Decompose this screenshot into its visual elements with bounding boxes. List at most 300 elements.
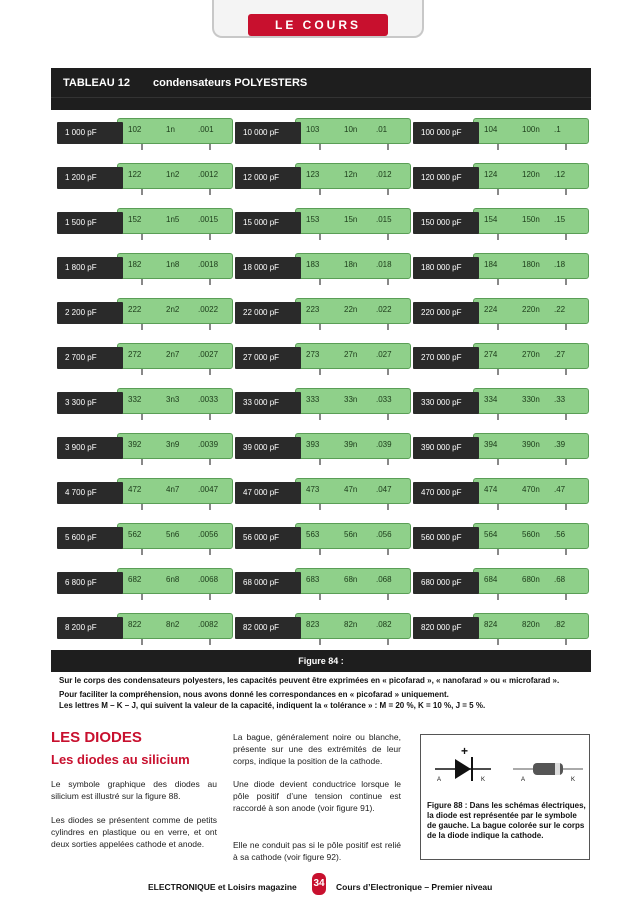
figure-88-caption: Figure 88 : Dans les schémas électriques, la diode est représentée par le symbole de gauche. La bague colorée sur le corps de la diode indique la cathode.	[427, 801, 586, 840]
capacitor-cell	[57, 253, 235, 281]
capacitor-lead	[387, 594, 389, 600]
capacitance-label: 820 000 pF	[413, 617, 479, 639]
nano-value: 5n6	[166, 530, 180, 539]
capacitor-body	[295, 523, 411, 549]
micro-value: .1	[554, 125, 561, 134]
capacitor-lead	[497, 189, 499, 195]
nano-value: 68n	[344, 575, 358, 584]
nano-value: 330n	[522, 395, 540, 404]
capacitance-label: 47 000 pF	[235, 482, 301, 504]
table-row	[51, 200, 591, 244]
section-heading: LES DIODES	[51, 729, 142, 746]
micro-value: .27	[554, 350, 566, 359]
capacitor-lead	[497, 369, 499, 375]
capacitance-label: 330 000 pF	[413, 392, 479, 414]
paragraph: La bague, généralement noire ou blanche, présente sur une des extrémités de leur corps, indique la position de la cathode.	[233, 732, 401, 766]
nano-value: 150n	[522, 215, 540, 224]
micro-value: .15	[554, 215, 566, 224]
nano-value: 560n	[522, 530, 540, 539]
table-row	[51, 245, 591, 289]
capacitance-label: 270 000 pF	[413, 347, 479, 369]
capacitor-body	[117, 118, 233, 144]
code-value: 273	[306, 350, 320, 359]
code-value: 334	[484, 395, 498, 404]
capacitor-lead	[319, 369, 321, 375]
capacitor-lead	[565, 414, 567, 420]
nano-value: 390n	[522, 440, 540, 449]
capacitor-cell	[235, 118, 413, 146]
capacitor-lead	[387, 549, 389, 555]
capacitance-label: 470 000 pF	[413, 482, 479, 504]
note-tolerance: Les lettres M – K – J, qui suivent la valeur de la capacité, indiquent la « tolérance » : M = 20 %, K = 10 %, J = 5 %.	[59, 701, 486, 710]
capacitance-label: 180 000 pF	[413, 257, 479, 279]
micro-value: .027	[376, 350, 392, 359]
micro-value: .0047	[198, 485, 219, 494]
capacitor-lead	[209, 639, 211, 645]
nano-value: 3n9	[166, 440, 180, 449]
capacitor-cell	[413, 163, 591, 191]
capacitor-lead	[209, 189, 211, 195]
capacitor-body	[117, 163, 233, 189]
capacitor-lead	[387, 324, 389, 330]
capacitor-lead	[319, 594, 321, 600]
capacitance-label: 3 300 pF	[57, 392, 123, 414]
capacitor-cell	[57, 568, 235, 596]
capacitance-label: 12 000 pF	[235, 167, 301, 189]
table-row	[51, 110, 591, 154]
capacitor-lead	[387, 189, 389, 195]
nano-value: 120n	[522, 170, 540, 179]
capacitor-cell	[57, 343, 235, 371]
capacitor-body	[295, 163, 411, 189]
nano-value: 1n8	[166, 260, 180, 269]
capacitor-cell	[235, 433, 413, 461]
capacitance-label: 120 000 pF	[413, 167, 479, 189]
capacitor-body	[473, 388, 589, 414]
micro-value: .018	[376, 260, 392, 269]
capacitor-lead	[387, 279, 389, 285]
table-row	[51, 155, 591, 199]
figure-88	[420, 734, 590, 860]
capacitor-lead	[209, 324, 211, 330]
micro-value: .0056	[198, 530, 219, 539]
micro-value: .68	[554, 575, 566, 584]
capacitor-lead	[565, 234, 567, 240]
code-value: 153	[306, 215, 320, 224]
micro-value: .033	[376, 395, 392, 404]
capacitor-lead	[497, 504, 499, 510]
nano-value: 15n	[344, 215, 358, 224]
micro-value: .82	[554, 620, 566, 629]
nano-value: 1n	[166, 125, 175, 134]
capacitor-lead	[387, 639, 389, 645]
capacitor-lead	[565, 459, 567, 465]
capacitance-label: 150 000 pF	[413, 212, 479, 234]
capacitor-lead	[209, 594, 211, 600]
capacitance-label: 10 000 pF	[235, 122, 301, 144]
table-row	[51, 470, 591, 514]
micro-value: .082	[376, 620, 392, 629]
capacitance-label: 6 800 pF	[57, 572, 123, 594]
code-value: 182	[128, 260, 142, 269]
nano-value: 22n	[344, 305, 358, 314]
micro-value: .0022	[198, 305, 219, 314]
capacitor-body	[295, 208, 411, 234]
capacitor-cell	[413, 568, 591, 596]
capacitance-label: 1 500 pF	[57, 212, 123, 234]
code-value: 102	[128, 125, 142, 134]
capacitor-lead	[497, 639, 499, 645]
capacitance-label: 22 000 pF	[235, 302, 301, 324]
capacitor-cell	[413, 118, 591, 146]
capacitance-label: 68 000 pF	[235, 572, 301, 594]
nano-value: 220n	[522, 305, 540, 314]
capacitance-label: 1 200 pF	[57, 167, 123, 189]
capacitor-cell	[235, 343, 413, 371]
nano-value: 47n	[344, 485, 358, 494]
paragraph: Les diodes se présentent comme de petits cylindres en plastique ou en verre, et ont deux sorties appelées cathode et anode.	[51, 815, 217, 849]
capacitor-lead	[319, 639, 321, 645]
capacitor-body	[117, 433, 233, 459]
capacitor-cell	[235, 568, 413, 596]
capacitor-body	[473, 118, 589, 144]
micro-value: .0082	[198, 620, 219, 629]
capacitance-label: 2 700 pF	[57, 347, 123, 369]
capacitor-body	[295, 478, 411, 504]
capacitor-body	[117, 478, 233, 504]
capacitor-cell	[413, 613, 591, 641]
paragraph: Elle ne conduit pas si le pôle positif est relié à sa cathode (voir figure 92).	[233, 840, 401, 862]
capacitor-lead	[565, 189, 567, 195]
capacitance-label: 27 000 pF	[235, 347, 301, 369]
capacitor-body	[295, 388, 411, 414]
capacitance-label: 100 000 pF	[413, 122, 479, 144]
capacitor-body	[473, 433, 589, 459]
capacitance-label: 220 000 pF	[413, 302, 479, 324]
plus-sign: +	[461, 744, 469, 758]
diode-body-icon	[513, 763, 583, 775]
capacitor-cell	[413, 298, 591, 326]
code-value: 332	[128, 395, 142, 404]
capacitor-lead	[319, 144, 321, 150]
code-value: 224	[484, 305, 498, 314]
capacitor-body	[473, 208, 589, 234]
micro-value: .068	[376, 575, 392, 584]
micro-value: .12	[554, 170, 566, 179]
capacitor-lead	[319, 414, 321, 420]
capacitor-cell	[235, 163, 413, 191]
nano-value: 56n	[344, 530, 358, 539]
capacitor-body	[117, 343, 233, 369]
note-units: Sur le corps des condensateurs polyesters, les capacités peuvent être exprimées en « picofarad », « nanofarad » ou « microfarad ».	[59, 676, 560, 685]
nano-value: 27n	[344, 350, 358, 359]
capacitor-body	[295, 253, 411, 279]
capacitor-cell	[413, 433, 591, 461]
capacitance-label: 39 000 pF	[235, 437, 301, 459]
capacitance-label: 1 800 pF	[57, 257, 123, 279]
capacitor-lead	[387, 459, 389, 465]
capacitor-cell	[235, 523, 413, 551]
nano-value: 820n	[522, 620, 540, 629]
code-value: 124	[484, 170, 498, 179]
capacitor-lead	[497, 234, 499, 240]
capacitor-lead	[141, 279, 143, 285]
capacitor-body	[473, 478, 589, 504]
capacitor-lead	[387, 144, 389, 150]
capacitor-lead	[319, 459, 321, 465]
code-value: 333	[306, 395, 320, 404]
capacitor-cell	[57, 433, 235, 461]
code-value: 104	[484, 125, 498, 134]
micro-value: .0018	[198, 260, 219, 269]
footer-course: Cours d’Electronique – Premier niveau	[336, 882, 493, 892]
capacitor-lead	[387, 369, 389, 375]
capacitor-cell	[413, 253, 591, 281]
footer-magazine: ELECTRONIQUE et Loisirs magazine	[148, 882, 297, 892]
page-number: 34	[312, 873, 326, 895]
capacitor-cell	[235, 613, 413, 641]
capacitor-body	[295, 568, 411, 594]
nano-value: 1n2	[166, 170, 180, 179]
capacitor-cell	[235, 388, 413, 416]
capacitor-lead	[209, 234, 211, 240]
capacitor-lead	[141, 189, 143, 195]
code-value: 274	[484, 350, 498, 359]
capacitor-body	[295, 433, 411, 459]
nano-value: 100n	[522, 125, 540, 134]
capacitor-cell	[57, 118, 235, 146]
capacitor-lead	[319, 279, 321, 285]
table-row	[51, 335, 591, 379]
micro-value: .0015	[198, 215, 219, 224]
paragraph: Le symbole graphique des diodes au silicium est illustré sur la figure 88.	[51, 779, 217, 801]
nano-value: 2n2	[166, 305, 180, 314]
code-value: 473	[306, 485, 320, 494]
capacitor-cell	[413, 343, 591, 371]
capacitor-lead	[209, 144, 211, 150]
capacitor-lead	[209, 414, 211, 420]
capacitor-body	[117, 388, 233, 414]
capacitor-lead	[209, 504, 211, 510]
capacitance-label: 680 000 pF	[413, 572, 479, 594]
code-value: 392	[128, 440, 142, 449]
capacitor-cell	[57, 298, 235, 326]
nano-value: 12n	[344, 170, 358, 179]
capacitor-body	[295, 613, 411, 639]
nano-value: 680n	[522, 575, 540, 584]
capacitor-cell	[413, 523, 591, 551]
capacitor-lead	[209, 279, 211, 285]
table-title: condensateurs POLYESTERS	[153, 77, 308, 89]
capacitor-lead	[141, 594, 143, 600]
symbol-anode-label: A	[437, 777, 442, 783]
nano-value: 270n	[522, 350, 540, 359]
capacitor-lead	[141, 549, 143, 555]
table-row	[51, 425, 591, 469]
capacitor-lead	[497, 594, 499, 600]
nano-value: 3n3	[166, 395, 180, 404]
code-value: 272	[128, 350, 142, 359]
capacitor-lead	[387, 504, 389, 510]
capacitor-table-panel	[51, 68, 591, 713]
capacitor-lead	[141, 324, 143, 330]
capacitance-label: 1 000 pF	[57, 122, 123, 144]
capacitor-lead	[497, 279, 499, 285]
capacitor-body	[295, 343, 411, 369]
capacitor-lead	[141, 369, 143, 375]
micro-value: .022	[376, 305, 392, 314]
capacitor-body	[295, 298, 411, 324]
table-row	[51, 290, 591, 334]
code-value: 564	[484, 530, 498, 539]
capacitor-lead	[209, 459, 211, 465]
capacitor-lead	[387, 234, 389, 240]
capacitor-body	[117, 568, 233, 594]
capacitor-body	[473, 568, 589, 594]
code-value: 394	[484, 440, 498, 449]
capacitor-cell	[235, 208, 413, 236]
capacitor-body	[473, 613, 589, 639]
code-value: 563	[306, 530, 320, 539]
capacitor-lead	[141, 414, 143, 420]
capacitor-lead	[141, 144, 143, 150]
code-value: 474	[484, 485, 498, 494]
capacitance-label: 82 000 pF	[235, 617, 301, 639]
code-value: 393	[306, 440, 320, 449]
capacitance-label: 15 000 pF	[235, 212, 301, 234]
capacitance-label: 4 700 pF	[57, 482, 123, 504]
capacitance-label: 5 600 pF	[57, 527, 123, 549]
micro-value: .056	[376, 530, 392, 539]
capacitor-body	[473, 298, 589, 324]
micro-value: .012	[376, 170, 392, 179]
capacitance-label: 560 000 pF	[413, 527, 479, 549]
capacitor-cell	[57, 613, 235, 641]
capacitance-label: 8 200 pF	[57, 617, 123, 639]
table-header	[51, 68, 591, 98]
diode-illustration	[421, 735, 589, 797]
capacitor-body	[295, 118, 411, 144]
code-value: 183	[306, 260, 320, 269]
code-value: 223	[306, 305, 320, 314]
nano-value: 4n7	[166, 485, 180, 494]
capacitance-label: 33 000 pF	[235, 392, 301, 414]
nano-value: 2n7	[166, 350, 180, 359]
code-value: 824	[484, 620, 498, 629]
capacitor-lead	[497, 144, 499, 150]
table-row	[51, 605, 591, 649]
capacitor-lead	[319, 189, 321, 195]
micro-value: .18	[554, 260, 566, 269]
capacitor-body	[117, 613, 233, 639]
capacitance-label: 18 000 pF	[235, 257, 301, 279]
capacitor-body	[117, 298, 233, 324]
capacitor-lead	[497, 414, 499, 420]
capacitance-label: 390 000 pF	[413, 437, 479, 459]
section-subheading: Les diodes au silicium	[51, 752, 190, 767]
nano-value: 8n2	[166, 620, 180, 629]
micro-value: .0068	[198, 575, 219, 584]
capacitor-cell	[413, 208, 591, 236]
nano-value: 180n	[522, 260, 540, 269]
capacitor-lead	[319, 234, 321, 240]
micro-value: .22	[554, 305, 566, 314]
nano-value: 470n	[522, 485, 540, 494]
body-anode-label: A	[521, 777, 526, 783]
micro-value: .56	[554, 530, 566, 539]
code-value: 472	[128, 485, 142, 494]
table-notes	[51, 672, 591, 713]
capacitor-lead	[319, 549, 321, 555]
code-value: 184	[484, 260, 498, 269]
capacitor-lead	[141, 639, 143, 645]
capacitor-lead	[497, 459, 499, 465]
nano-value: 1n5	[166, 215, 180, 224]
capacitor-cell	[57, 208, 235, 236]
table-row	[51, 515, 591, 559]
nano-value: 39n	[344, 440, 358, 449]
capacitor-body	[473, 343, 589, 369]
paragraph: Une diode devient conductrice lorsque le pôle positif d’une tension continue est raccordé à son anode (voir figure 91).	[233, 779, 401, 813]
micro-value: .015	[376, 215, 392, 224]
capacitor-lead	[497, 324, 499, 330]
capacitor-lead	[565, 144, 567, 150]
capacitance-label: 2 200 pF	[57, 302, 123, 324]
table-row	[51, 380, 591, 424]
capacitor-cell	[235, 253, 413, 281]
nano-value: 6n8	[166, 575, 180, 584]
micro-value: .01	[376, 125, 388, 134]
capacitor-body	[117, 253, 233, 279]
capacitor-lead	[565, 324, 567, 330]
capacitor-body	[473, 253, 589, 279]
nano-value: 82n	[344, 620, 358, 629]
body-cathode-label: K	[571, 777, 576, 783]
code-value: 154	[484, 215, 498, 224]
code-value: 822	[128, 620, 142, 629]
capacitor-cell	[413, 388, 591, 416]
capacitor-lead	[565, 594, 567, 600]
note-correspondence: Pour faciliter la compréhension, nous avons donné les correspondances en « picofarad » uniquement.	[59, 690, 449, 699]
code-value: 103	[306, 125, 320, 134]
capacitor-cell	[235, 298, 413, 326]
capacitor-lead	[565, 369, 567, 375]
capacitor-lead	[209, 549, 211, 555]
figure-caption: Figure 84 :	[298, 656, 344, 666]
capacitor-lead	[387, 414, 389, 420]
code-value: 122	[128, 170, 142, 179]
capacitor-lead	[319, 324, 321, 330]
capacitor-lead	[141, 459, 143, 465]
table-row	[51, 560, 591, 604]
symbol-cathode-label: K	[481, 777, 486, 783]
code-value: 123	[306, 170, 320, 179]
micro-value: .039	[376, 440, 392, 449]
micro-value: .001	[198, 125, 214, 134]
nano-value: 10n	[344, 125, 358, 134]
capacitor-cell	[57, 163, 235, 191]
capacitor-lead	[209, 369, 211, 375]
micro-value: .33	[554, 395, 566, 404]
capacitor-cell	[57, 523, 235, 551]
micro-value: .047	[376, 485, 392, 494]
code-value: 682	[128, 575, 142, 584]
capacitor-body	[117, 208, 233, 234]
capacitor-body	[117, 523, 233, 549]
capacitor-lead	[141, 234, 143, 240]
micro-value: .0039	[198, 440, 219, 449]
table-id: TABLEAU 12	[63, 77, 131, 89]
